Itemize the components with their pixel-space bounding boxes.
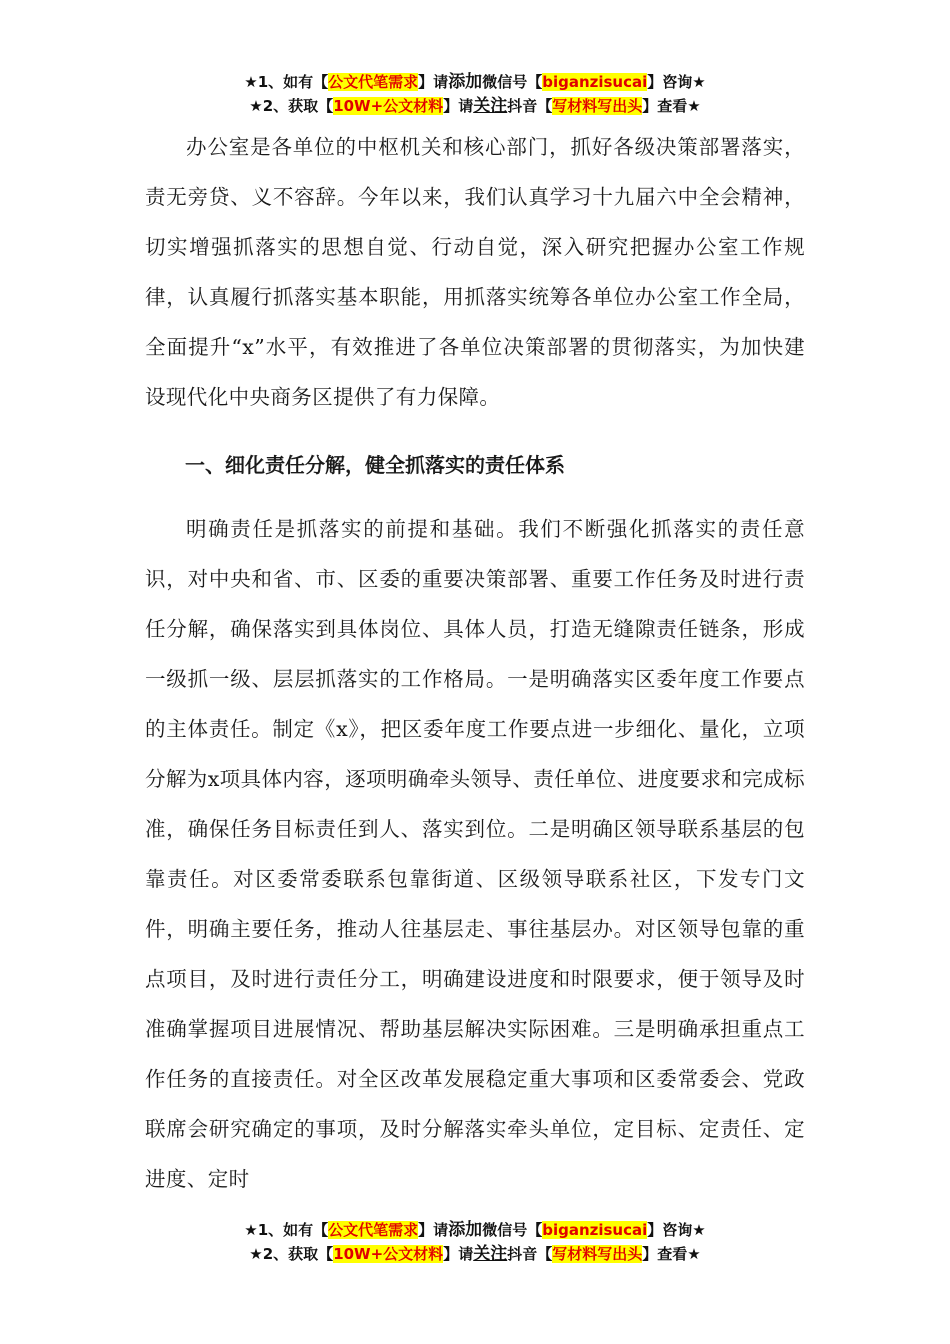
document-body — [145, 122, 805, 1204]
banner-text: ★1、如有【 — [244, 73, 329, 91]
banner-text: 】咨询★ — [647, 73, 706, 91]
emphasis-follow: 关注 — [473, 96, 508, 116]
banner-text: 】查看★ — [642, 1245, 701, 1263]
banner-text: 】查看★ — [642, 97, 701, 115]
banner-line-1 — [0, 1218, 950, 1242]
banner-text: ★2、获取【 — [249, 97, 334, 115]
banner-text: 】请 — [418, 73, 449, 91]
banner-text: 】请 — [443, 97, 474, 115]
banner-text: 】请 — [418, 1221, 449, 1239]
footer-banner — [0, 1218, 950, 1266]
body-paragraph: 明确责任是抓落实的前提和基础。我们不断强化抓落实的责任意识，对中央和省、市、区委的重要决策部署、重要工作任务及时进行责任分解，确保落实到具体岗位、具体人员，打造无缝隙责任链条，形成一级抓一级、层层抓落实的工作格局。一是明确落实区委年度工作要点的主体责任。制定《x》，把区委年度工作要点进一步细化、量化，立项分解为x项具体内容，逐项明确牵头领导、责任单位、进度要求和完成标准，确保任务目标责任到人、落实到位。二是明确区领导联系基层的包靠责任。对区委常委联系包靠街道、区级领导联系社区，下发专门文件，明确主要任务，推动人往基层走、事往基层办。对区领导包靠的重点项目，及时进行责任分工，明确建设进度和时限要求，便于领导及时准确掌握项目进展情况、帮助基层解决实际困难。三是明确承担重点工作任务的直接责任。对全区改革发展稳定重大事项和区委常委会、党政联席会研究确定的事项，及时分解落实牵头单位，定目标、定责任、定进度、定时 — [145, 517, 805, 1191]
banner-line-2 — [0, 1242, 950, 1266]
banner-text: ★2、获取【 — [249, 1245, 334, 1263]
header-banner — [0, 70, 950, 118]
intro-paragraph: 办公室是各单位的中枢机关和核心部门，抓好各级决策部署落实，责无旁贷、义不容辞。今年以来，我们认真学习十九届六中全会精神，切实增强抓落实的思想自觉、行动自觉，深入研究把握办公室工作规律，认真履行抓落实基本职能，用抓落实统筹各单位办公室工作全局，全面提升“x”水平，有效推进了各单位决策部署的贯彻落实，为加快建设现代化中央商务区提供了有力保障。 — [145, 135, 805, 409]
highlight-wechat-id: biganzisucai — [542, 1221, 648, 1239]
highlight-materials: 10W+公文材料 — [333, 1245, 444, 1263]
section-heading: 一、细化责任分解，健全抓落实的责任体系 — [185, 453, 565, 477]
banner-line-2 — [0, 94, 950, 118]
banner-text: 抖音【 — [507, 1245, 553, 1263]
highlight-materials: 10W+公文材料 — [333, 97, 444, 115]
banner-text: 】请 — [443, 1245, 474, 1263]
banner-text: 】咨询★ — [647, 1221, 706, 1239]
highlight-wechat-id: biganzisucai — [542, 73, 648, 91]
emphasis-add: 添加 — [448, 72, 483, 92]
banner-text: 抖音【 — [507, 97, 553, 115]
highlight-service: 公文代笔需求 — [328, 1221, 419, 1239]
banner-text: 微信号【 — [482, 73, 543, 91]
banner-text: 微信号【 — [482, 1221, 543, 1239]
highlight-douyin-account: 写材料写出头 — [552, 97, 643, 115]
emphasis-follow: 关注 — [473, 1244, 508, 1264]
banner-line-1 — [0, 70, 950, 94]
banner-text: ★1、如有【 — [244, 1221, 329, 1239]
emphasis-add: 添加 — [448, 1220, 483, 1240]
highlight-douyin-account: 写材料写出头 — [552, 1245, 643, 1263]
highlight-service: 公文代笔需求 — [328, 73, 419, 91]
